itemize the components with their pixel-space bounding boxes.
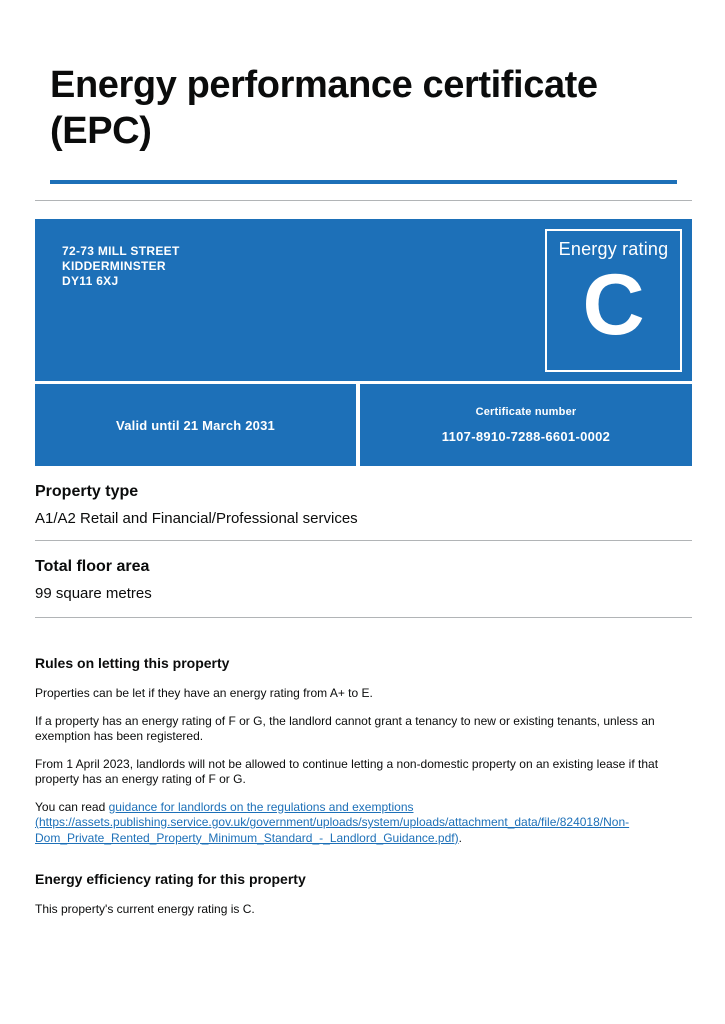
energy-rating-label: Energy rating <box>558 239 669 259</box>
letting-rules-paragraph: Properties can be let if they have an energy rating from A+ to E. <box>35 686 373 700</box>
address-line-2: KIDDERMINSTER <box>62 259 166 273</box>
letting-rules-link-paragraph <box>35 800 680 847</box>
page-title: Energy performance certificate (EPC) <box>50 64 598 152</box>
epc-summary-footer <box>35 381 692 466</box>
link-intro-text: You can read <box>35 799 109 814</box>
section-divider <box>35 540 692 541</box>
certificate-number-cell <box>360 384 692 466</box>
key-facts-section <box>35 482 692 618</box>
valid-until-text: Valid until 21 March 2031 <box>35 384 360 466</box>
letting-rules-heading: Rules on letting this property <box>35 655 230 671</box>
certificate-number-value: 1107-8910-7288-6601-0002 <box>441 429 611 444</box>
property-address <box>62 244 180 289</box>
epc-summary-card <box>35 219 692 466</box>
energy-efficiency-heading: Energy efficiency rating for this property <box>35 871 306 887</box>
energy-efficiency-body: This property's current energy rating is C. <box>35 902 255 916</box>
property-type-label: Property type <box>35 483 139 500</box>
letting-rules-paragraph: From 1 April 2023, landlords will not be allowed to continue letting a non-domestic property on an existing lease if that property has an energy rating of F or G. <box>35 756 659 786</box>
epc-summary-main <box>35 219 692 381</box>
total-floor-area-label: Total floor area <box>35 558 150 575</box>
link-suffix-text: . <box>458 830 462 845</box>
section-divider <box>35 200 692 201</box>
title-divider-rule <box>50 180 677 184</box>
address-line-3: DY11 6XJ <box>62 274 119 288</box>
energy-rating-value: C <box>582 257 645 353</box>
section-divider <box>35 617 692 618</box>
total-floor-area-value: 99 square metres <box>35 585 152 602</box>
energy-rating-badge <box>545 229 682 372</box>
energy-efficiency-section <box>35 870 680 918</box>
letting-rules-section <box>35 654 680 846</box>
letting-rules-paragraph: If a property has an energy rating of F or G, the landlord cannot grant a tenancy to new or existing tenants, unless an exemption has been registered. <box>35 713 655 743</box>
landlord-guidance-link[interactable]: guidance for landlords on the regulations and exemptions (https://assets.publishing.service.gov.uk/government/uploads/system/uploads/attachment_data/file/824018/Non-Dom_Private_Rented_Property_Minimum_Standard_-_Landlord_Guidance.pdf) <box>35 799 630 845</box>
address-line-1: 72-73 MILL STREET <box>62 244 180 258</box>
property-type-value: A1/A2 Retail and Financial/Professional services <box>35 510 358 527</box>
certificate-number-label: Certificate number <box>475 406 577 418</box>
